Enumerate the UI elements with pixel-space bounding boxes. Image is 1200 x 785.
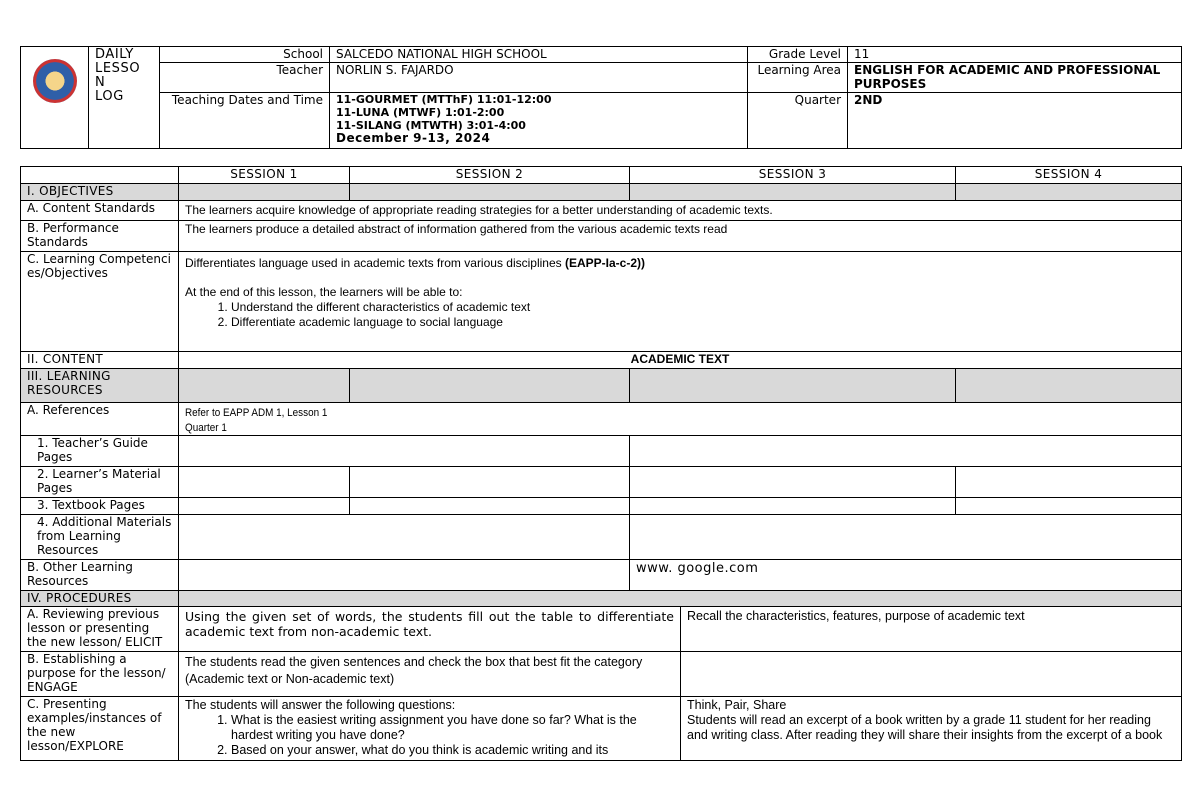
competency-text: Differentiates language used in academic texts from various disciplines	[185, 256, 562, 270]
other-resources-link[interactable]: www. google.com	[630, 560, 1182, 591]
procedure-c-title: Think, Pair, Share	[687, 698, 787, 712]
area-value: ENGLISH FOR ACADEMIC AND PROFESSIONAL PURPOSES	[848, 63, 1182, 93]
additional-materials-label: 4. Additional Materials from Learning Resources	[21, 515, 179, 560]
procedure-c-session2	[681, 697, 1182, 761]
empty-cell	[630, 436, 1182, 467]
lesson-intro: At the end of this lesson, the learners will be able to:	[185, 285, 463, 299]
content-title: ACADEMIC TEXT	[179, 352, 1182, 369]
references-label: A. References	[21, 403, 179, 436]
procedure-b-session1: The students read the given sentences and check the box that best fit the category (Academic text or Non-academic text)	[179, 652, 681, 697]
empty-cell	[179, 515, 630, 560]
title-line: LOG	[95, 89, 124, 104]
competency-code: (EAPP-Ia-c-2))	[564, 256, 645, 270]
content-heading: II. CONTENT	[21, 352, 179, 369]
session-3-header: SESSION 3	[630, 167, 956, 184]
empty-cell	[956, 498, 1182, 515]
references-cell	[179, 403, 1182, 436]
references-line: Refer to EAPP ADM 1, Lesson 1	[185, 407, 328, 419]
list-item: 1. What is the easiest writing assignment you have done so far? What is the hardest writing you have done?	[231, 713, 674, 743]
school-label: School	[160, 47, 330, 63]
gray-cell	[179, 184, 350, 201]
list-item: 1. Understand the different characteristics of academic text	[231, 300, 1175, 315]
seal-cell	[21, 47, 89, 149]
list-item: 2. Based on your answer, what do you think is academic writing and its	[231, 743, 674, 758]
procedure-c-intro: The students will answer the following questions:	[185, 698, 456, 712]
gray-cell	[956, 369, 1182, 403]
empty-cell	[179, 467, 350, 498]
quarter-label: Quarter	[748, 93, 848, 149]
lesson-table	[20, 166, 1182, 761]
other-resources-label: B. Other Learning Resources	[21, 560, 179, 591]
empty-cell	[179, 560, 630, 591]
competencies-cell	[179, 252, 1182, 352]
gray-cell	[630, 369, 956, 403]
grade-value: 11	[848, 47, 1182, 63]
procedure-c-session1	[179, 697, 681, 761]
section-schedule: 11-GOURMET (MTThF) 11:01-12:00	[336, 93, 552, 106]
resources-heading: III. LEARNING RESOURCES	[21, 369, 179, 403]
procedure-b-label: B. Establishing a purpose for the lesson/ ENGAGE	[21, 652, 179, 697]
empty-cell	[350, 498, 630, 515]
empty-cell	[630, 498, 956, 515]
dates-label: Teaching Dates and Time	[160, 93, 330, 149]
session-4-header: SESSION 4	[956, 167, 1182, 184]
title-line: N	[95, 75, 106, 90]
title-line: DAILY	[95, 47, 134, 62]
empty-cell	[956, 467, 1182, 498]
gray-cell	[350, 184, 630, 201]
blank-cell	[21, 167, 179, 184]
section-schedule: 11-SILANG (MTWTH) 3:01-4:00	[336, 119, 526, 132]
quarter-value: 2ND	[848, 93, 1182, 149]
objectives-heading: I. OBJECTIVES	[21, 184, 179, 201]
procedure-c-questions	[185, 713, 674, 758]
teacher-value: NORLIN S. FAJARDO	[330, 63, 748, 93]
gray-cell	[630, 184, 956, 201]
empty-cell	[350, 467, 630, 498]
performance-standards-label: B. Performance Standards	[21, 221, 179, 252]
dll-title	[89, 47, 160, 149]
deped-seal-icon	[33, 59, 77, 103]
header-table	[20, 46, 1182, 149]
procedure-c-label: C. Presenting examples/instances of the new lesson/EXPLORE	[21, 697, 179, 761]
gray-cell	[350, 369, 630, 403]
list-item: 2. Differentiate academic language to social language	[231, 315, 1175, 330]
date-range: December 9-13, 2024	[336, 131, 491, 145]
gray-cell	[179, 591, 1182, 607]
procedure-a-session2: Recall the characteristics, features, purpose of academic text	[681, 607, 1182, 652]
content-standards-text: The learners acquire knowledge of appropriate reading strategies for a better understanding of academic texts.	[179, 201, 1182, 221]
empty-cell	[179, 498, 350, 515]
lesson-objectives-list	[185, 300, 1175, 330]
gray-cell	[179, 369, 350, 403]
teachers-guide-label: 1. Teacher’s Guide Pages	[21, 436, 179, 467]
competency-line	[185, 256, 1175, 271]
performance-standards-text: The learners produce a detailed abstract of information gathered from the various academic texts read	[179, 221, 1182, 252]
learners-material-label: 2. Learner’s Material Pages	[21, 467, 179, 498]
procedure-a-label: A. Reviewing previous lesson or presenting the new lesson/ ELICIT	[21, 607, 179, 652]
teacher-label: Teacher	[160, 63, 330, 93]
gray-cell	[956, 184, 1182, 201]
empty-cell	[179, 436, 630, 467]
session-2-header: SESSION 2	[350, 167, 630, 184]
empty-cell	[681, 652, 1182, 697]
session-1-header: SESSION 1	[179, 167, 350, 184]
competencies-label: C. Learning Competencies/Objectives	[21, 252, 179, 352]
textbook-pages-label: 3. Textbook Pages	[21, 498, 179, 515]
references-line: Quarter 1	[185, 422, 227, 434]
dates-value	[330, 93, 748, 149]
procedure-a-session1: Using the given set of words, the students fill out the table to differentiate academic text from non-academic text.	[179, 607, 681, 652]
title-line: LESSO	[95, 61, 141, 76]
school-value: SALCEDO NATIONAL HIGH SCHOOL	[330, 47, 748, 63]
grade-label: Grade Level	[748, 47, 848, 63]
area-label: Learning Area	[748, 63, 848, 93]
empty-cell	[630, 467, 956, 498]
procedure-c-text: Students will read an excerpt of a book written by a grade 11 student for her reading and writing class. After reading they will share their insights from the excerpt of a book	[687, 713, 1163, 742]
content-standards-label: A. Content Standards	[21, 201, 179, 221]
empty-cell	[630, 515, 1182, 560]
section-schedule: 11-LUNA (MTWF) 1:01-2:00	[336, 106, 505, 119]
procedures-heading: IV. PROCEDURES	[21, 591, 179, 607]
